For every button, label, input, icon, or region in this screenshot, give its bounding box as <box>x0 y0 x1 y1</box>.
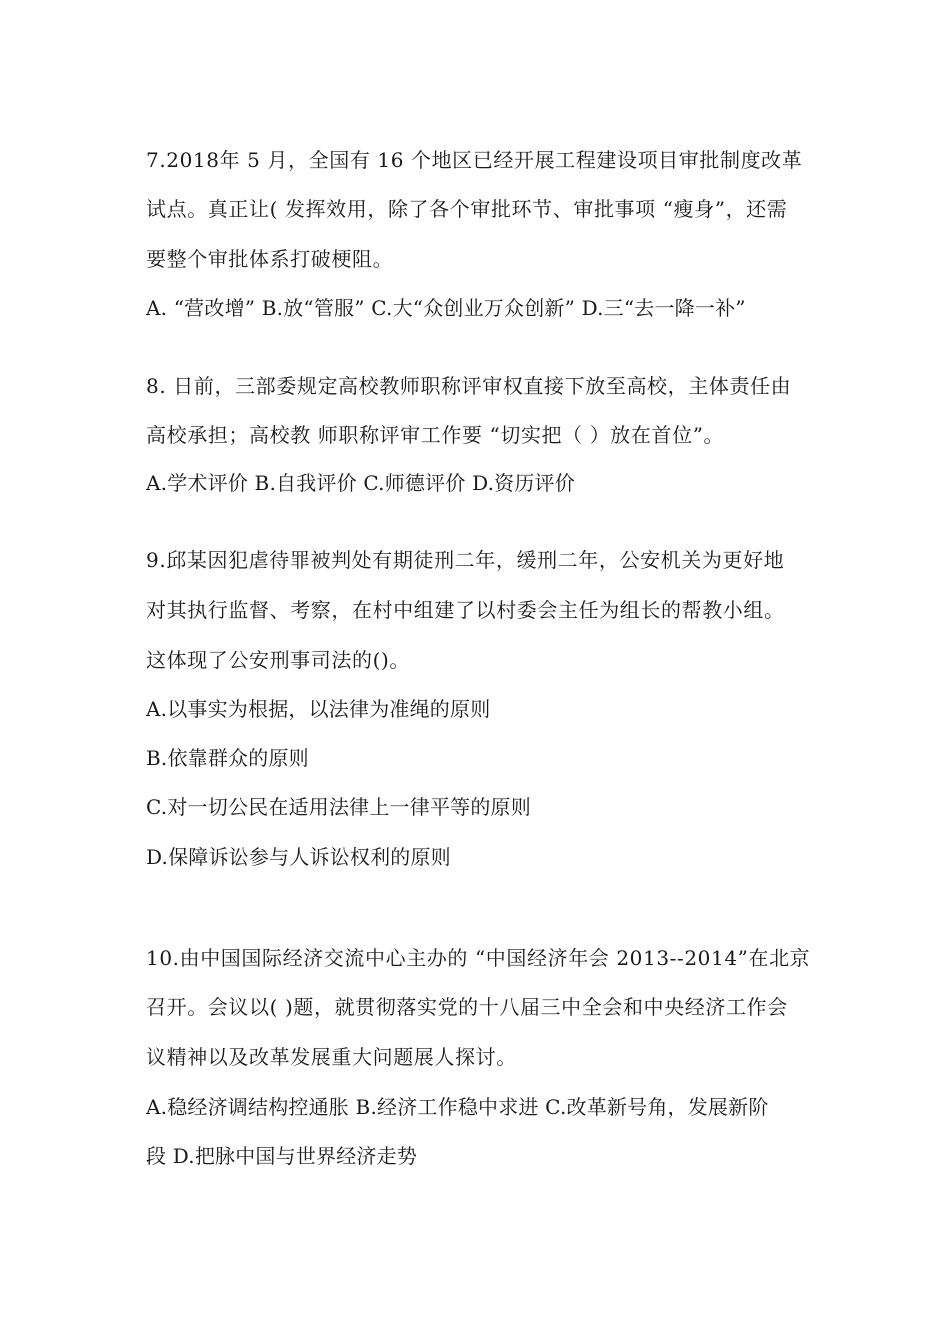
question-10-stem-line-1: 10.由中国国际经济交流中心主办的 “中国经济年会 2013--2014”在北京 <box>146 946 811 970</box>
question-9-stem-line-2: 对其执行监督、考察，在村中组建了以村委会主任为组长的帮教小组。 <box>146 598 785 622</box>
question-9-stem-line-3: 这体现了公安刑事司法的()。 <box>146 648 411 672</box>
question-8-stem-line-1: 8. 日前，三部委规定高校教师职称评审权直接下放至高校，主体责任由 <box>146 374 792 398</box>
question-9-option-b: B.依靠群众的原则 <box>146 746 309 770</box>
question-7-stem-line-1: 7.2018年 5 月，全国有 16 个地区已经开展工程建设项目审批制度改革 <box>146 148 803 172</box>
question-8-options: A.学术评价 B.自我评价 C.师德评价 D.资历评价 <box>146 471 575 495</box>
question-9-option-a: A.以事实为根据，以法律为准绳的原则 <box>146 697 491 721</box>
question-10-options-line-2: 段 D.把脉中国与世界经济走势 <box>146 1144 418 1168</box>
question-10-stem-line-3: 议精神以及改革发展重大问题展人探讨。 <box>146 1045 517 1069</box>
question-7-options: A. “营改增” B.放“管服” C.大“众创业万众创新” D.三“去一降一补” <box>146 296 746 320</box>
question-7-stem-line-2: 试点。真正让( 发挥效用，除了各个审批环节、审批事项 “瘦身”，还需 <box>146 197 788 221</box>
question-10-options-line-1: A.稳经济调结构控通胀 B.经济工作稳中求进 C.改革新号角，发展新阶 <box>146 1095 769 1119</box>
question-8-stem-line-2: 高校承担；高校教 师职称评审工作要 “切实把（ ）放在首位”。 <box>146 423 725 447</box>
question-9-stem-line-1: 9.邱某因犯虐待罪被判处有期徒刑二年，缓刑二年，公安机关为更好地 <box>146 548 785 572</box>
question-10-stem-line-2: 召开。会议以( )题，就贯彻落实党的十八届三中全会和中央经济工作会 <box>146 995 788 1019</box>
question-7-stem-line-3: 要整个审批体系打破梗阻。 <box>146 247 394 271</box>
question-9-option-c: C.对一切公民在适用法律上一律平等的原则 <box>146 795 531 819</box>
question-9-option-d: D.保障诉讼参与人诉讼权利的原则 <box>146 845 451 869</box>
